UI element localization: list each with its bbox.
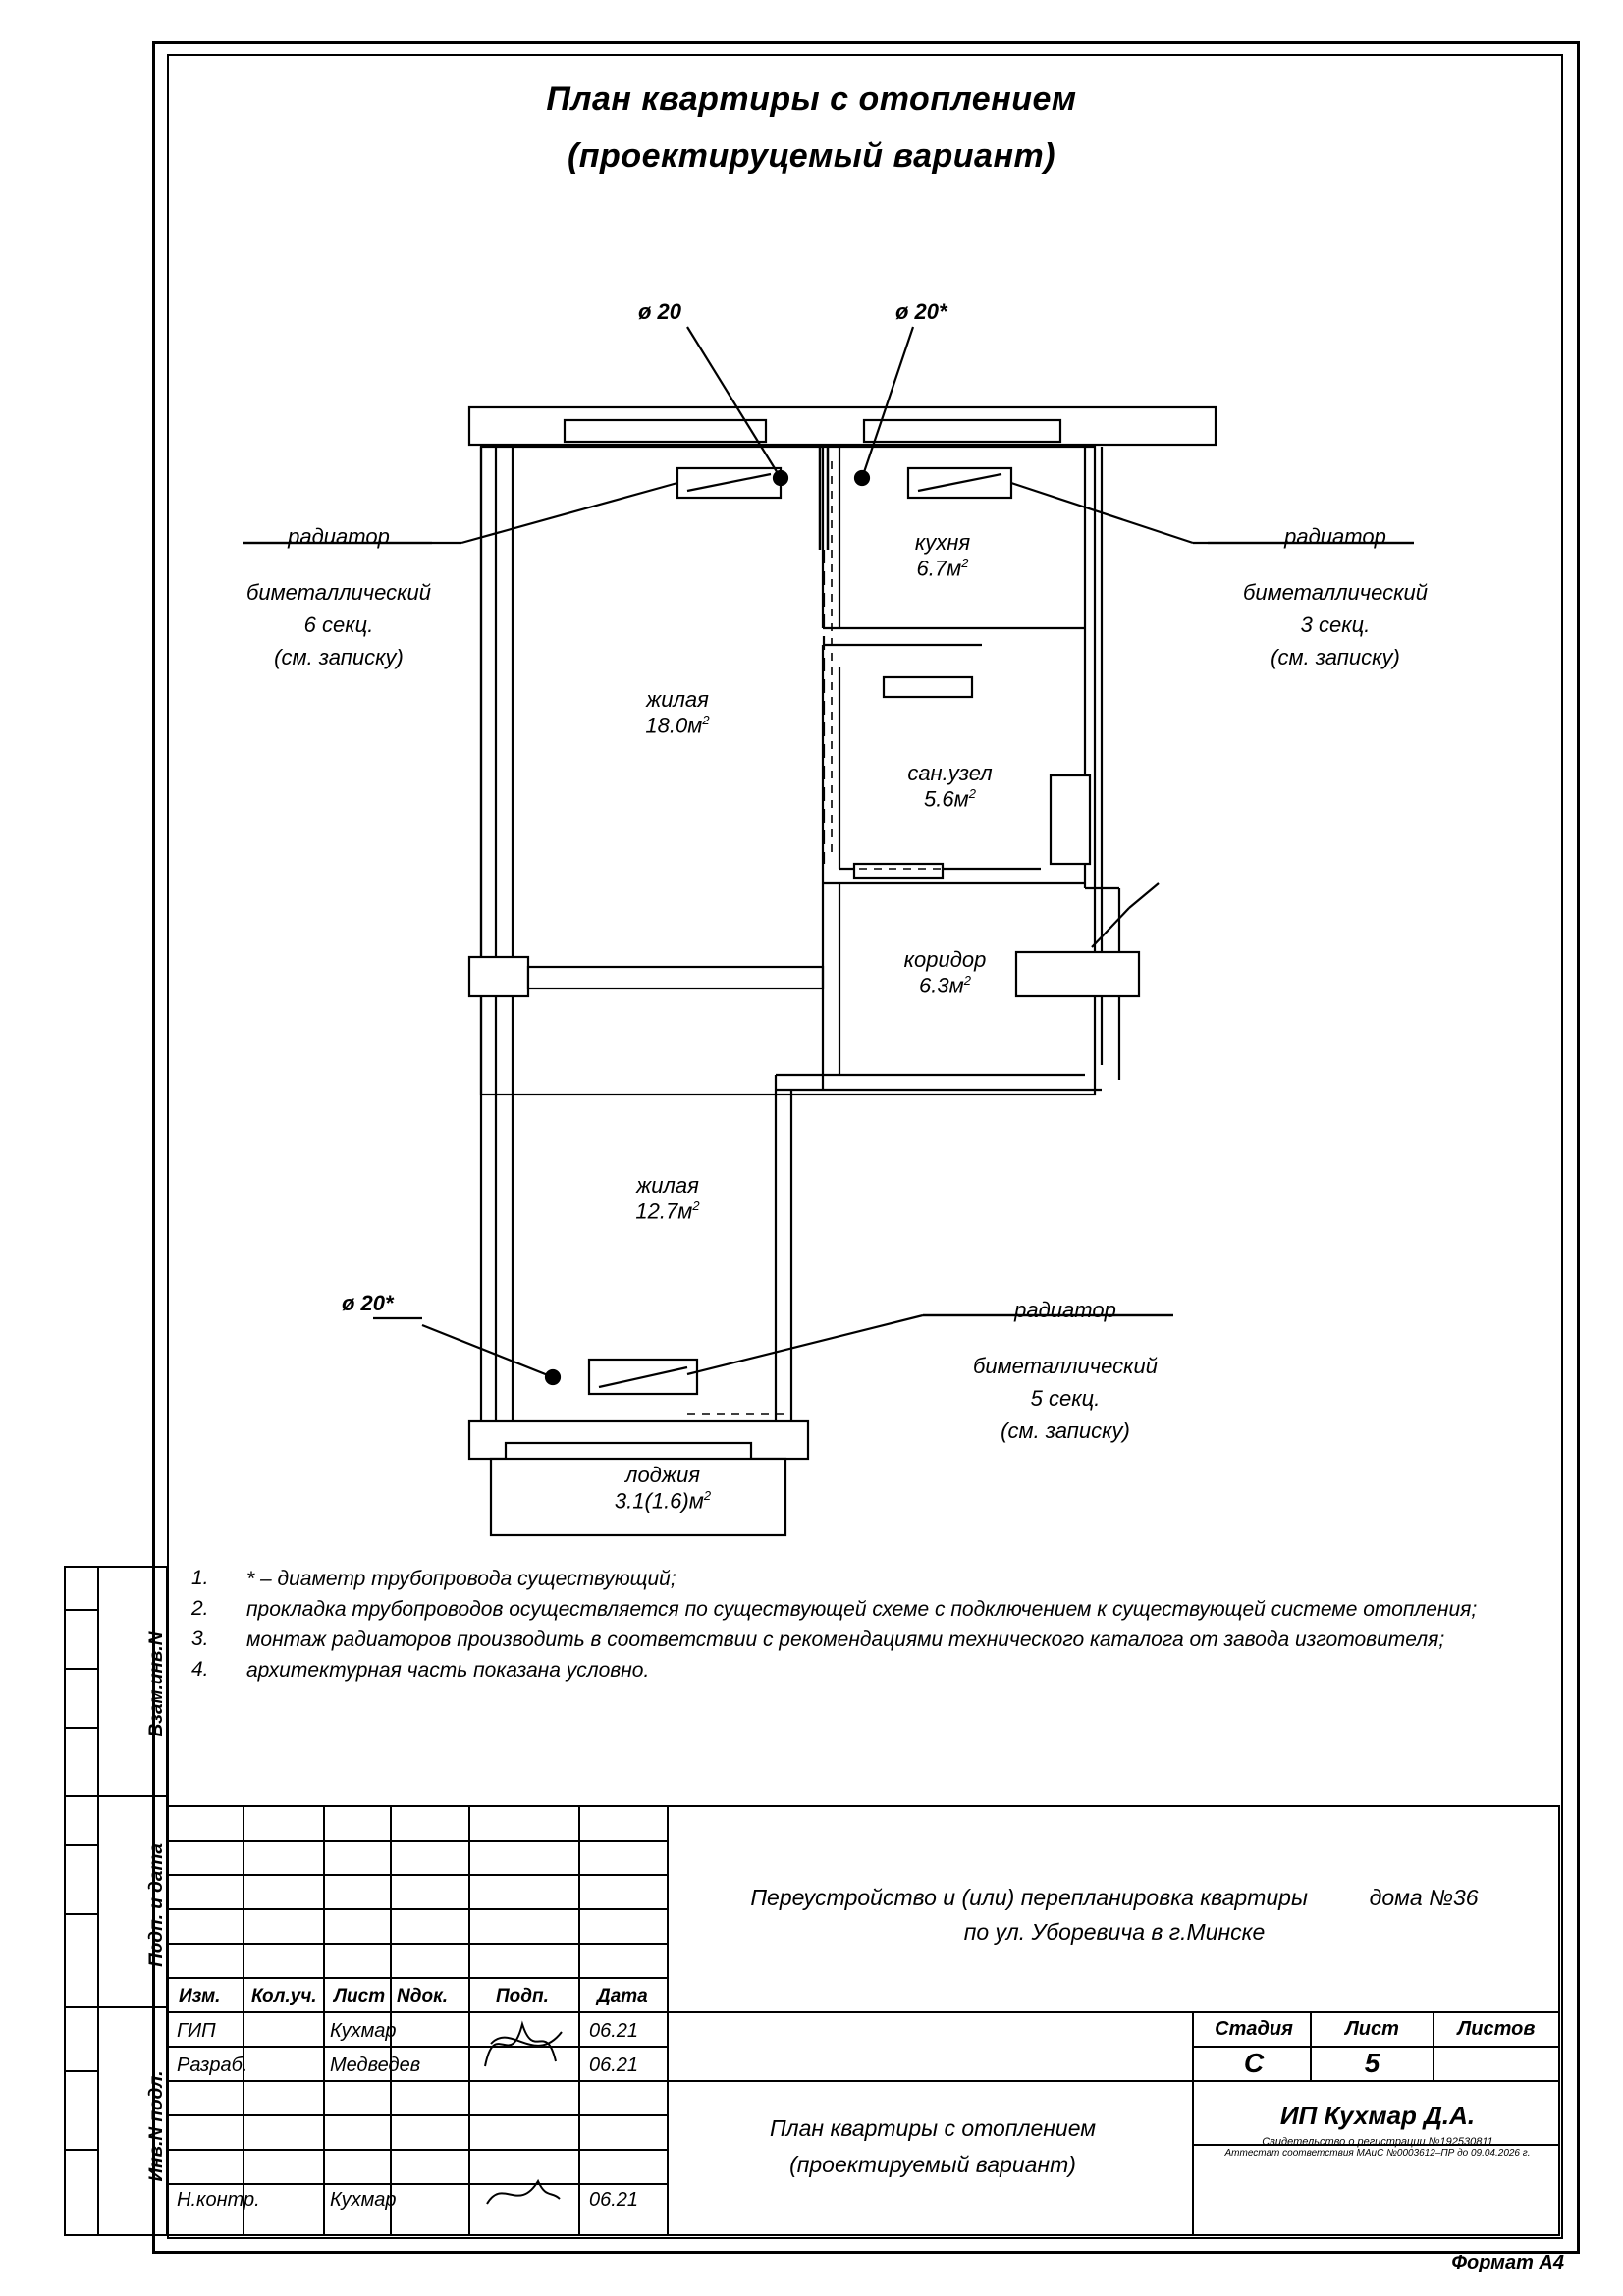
object-title-line1: Переустройство и (или) перепланировка квартиры дома №36 [750, 1885, 1479, 1910]
callout-line3: 6 секц. [303, 613, 374, 637]
room-name: жилая [646, 687, 709, 712]
drawing-title-line2: (проектируемый вариант) [789, 2152, 1076, 2177]
note-text: монтаж радиаторов производить в соответствии с рекомендациями технического каталога от завода изготовителя; [246, 1628, 1445, 1651]
stamp-header-ndok: Nдок. [397, 1986, 448, 2006]
room-name: жилая [636, 1173, 699, 1198]
stamp-header-izm: Изм. [179, 1986, 221, 2006]
note-number: 1. [191, 1567, 209, 1589]
page-title-line2: (проектируцемый вариант) [567, 137, 1056, 175]
room-area: $18.0м^2$ [645, 713, 710, 738]
pipe-label-bottom-left: ø 20* [342, 1291, 394, 1315]
pipe-label-top-right: ø 20* [895, 299, 947, 324]
note-text: * – диаметр трубопровода существующий; [246, 1568, 676, 1590]
stamp-date-razrab: 06.21 [589, 2055, 639, 2076]
stamp-date-nkontr: 06.21 [589, 2189, 639, 2211]
sheets-header: Листов [1457, 2018, 1536, 2040]
callout-line3: 5 секц. [1030, 1386, 1101, 1411]
note-number: 4. [191, 1657, 209, 1681]
sheet-header: Лист [1345, 2018, 1399, 2040]
callout-line4: (см. записку) [1001, 1418, 1130, 1443]
stamp-name-razrab: Медведев [330, 2055, 421, 2076]
note-text: прокладка трубопроводов осуществляется по существующей схеме с подключением к существующей системе отопления; [246, 1597, 1478, 1621]
callout-line1: радиатор [288, 524, 390, 549]
sheet-format: Формат A4 [1451, 2252, 1564, 2273]
callout-line4: (см. записку) [274, 645, 404, 669]
object-title-line2: по ул. Уборевича в г.Минске [963, 1919, 1266, 1945]
stamp-header-data: Дата [597, 1986, 648, 2006]
stamp-role-razrab: Разраб. [177, 2055, 248, 2076]
side-label-inv: Инв.N подл. [146, 2070, 167, 2182]
page-title-line1: План квартиры с отоплением [546, 80, 1077, 118]
object-house-number: дома №36 [1369, 1885, 1479, 1910]
room-name: сан.узел [907, 761, 993, 785]
note-number: 3. [191, 1627, 209, 1650]
stage-header: Стадия [1215, 2018, 1293, 2040]
drawing-title-line1: План квартиры с отоплением [769, 2115, 1097, 2141]
company-reg-note [1200, 2136, 1555, 2159]
side-label-vzam: Взам.инв.N [146, 1631, 167, 1737]
room-area: $6.3м^2$ [919, 973, 971, 998]
stamp-header-podp: Подп. [496, 1986, 549, 2006]
company-name: ИП Кухмар Д.А. [1279, 2101, 1476, 2130]
room-area: $12.7м^2$ [635, 1199, 700, 1224]
stamp-role-gip: ГИП [177, 2020, 216, 2042]
company-registration: Свидетельство о регистрации №192530811 [1262, 2136, 1493, 2148]
callout-line2: биметаллический [972, 1354, 1159, 1378]
room-area: $6.7м^2$ [916, 556, 969, 581]
room-area: $5.6м^2$ [924, 786, 976, 812]
stamp-date-gip: 06.21 [589, 2020, 639, 2042]
room-area: $3.1(1.6)м^2$ [614, 1488, 712, 1514]
callout-line3: 3 секц. [1300, 613, 1371, 637]
callout-line2: биметаллический [1242, 580, 1429, 605]
stamp-header-list: Лист [334, 1986, 386, 2006]
room-name: кухня [914, 530, 971, 555]
note-number: 2. [191, 1596, 209, 1620]
callout-line4: (см. записку) [1271, 645, 1400, 669]
pipe-label-top-left: ø 20 [638, 299, 682, 324]
side-label-podp: Подп. и дата [146, 1843, 167, 1967]
stamp-role-nkontr: Н.контр. [177, 2189, 260, 2211]
stamp-name-nkontr: Кухмар [330, 2189, 397, 2211]
callout-line1: радиатор [1284, 524, 1386, 549]
stamp-header-koluch: Кол.уч. [251, 1986, 317, 2006]
company-attestat: Аттестат соответствия МАиС №0003612–ПР до 09.04.2026 г. [1224, 2148, 1531, 2159]
room-name: коридор [903, 947, 987, 972]
callout-line2: биметаллический [245, 580, 432, 605]
stamp-name-gip: Кухмар [330, 2020, 397, 2042]
stage-value: С [1243, 2048, 1265, 2078]
sheet-value: 5 [1364, 2048, 1380, 2078]
note-text: архитектурная часть показана условно. [246, 1658, 650, 1682]
callout-line1: радиатор [1014, 1298, 1116, 1322]
room-name: лоджия [625, 1463, 700, 1487]
